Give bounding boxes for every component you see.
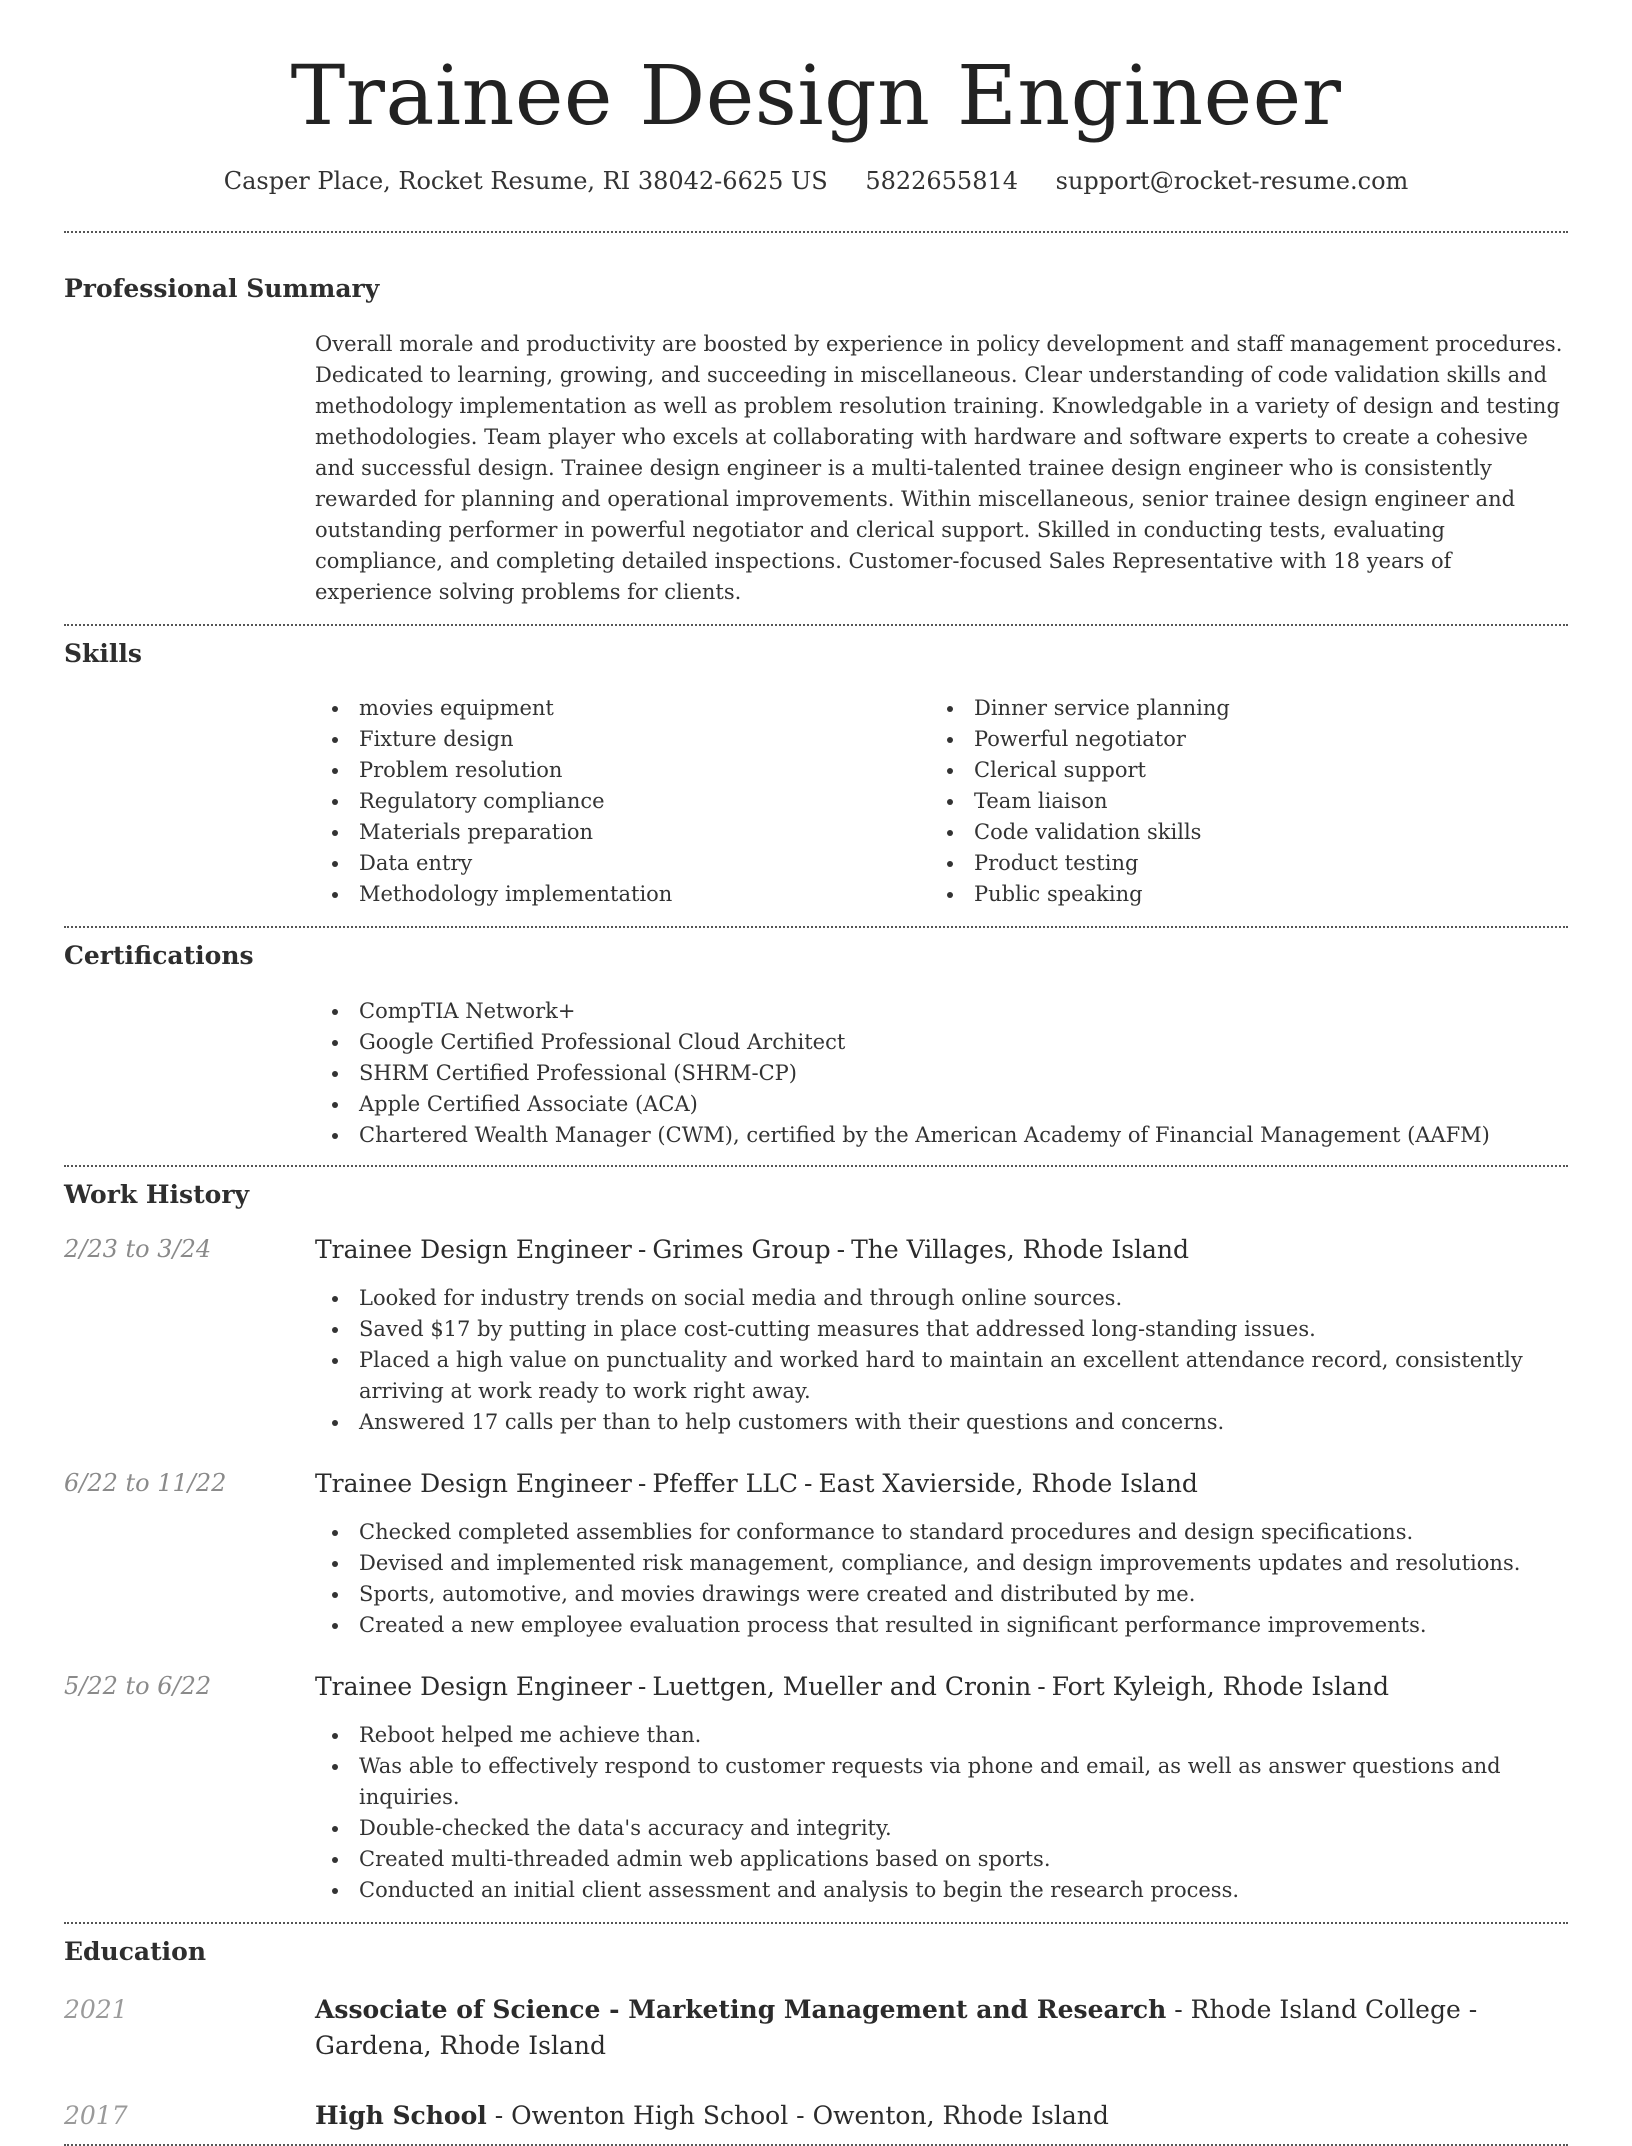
- education-year: 2017: [64, 2100, 128, 2130]
- job-title-line: Trainee Design Engineer - Grimes Group - The Villages, Rhode Island: [315, 1235, 1190, 1265]
- section-heading-work: Work History: [64, 1179, 250, 1209]
- certifications-list: [315, 996, 1568, 1151]
- address: Casper Place, Rocket Resume, RI 38042-6625 US: [223, 167, 828, 196]
- job-title: Trainee Design Engineer: [315, 1672, 632, 1702]
- education-school: - Owenton High School - Owenton, Rhode Island: [486, 2100, 1109, 2130]
- skill-item: Materials preparation: [315, 817, 930, 848]
- skill-item: Fixture design: [315, 724, 930, 755]
- job-bullet: Answered 17 calls per than to help customers with their questions and concerns.: [315, 1407, 1568, 1438]
- education-school: - Rhode Island College - Gardena, Rhode Island: [315, 1994, 1478, 2060]
- divider: [64, 926, 1568, 928]
- job-bullet: Double-checked the data's accuracy and integrity.: [315, 1813, 1568, 1844]
- job-bullet: Created a new employee evaluation process that resulted in significant performance improvements.: [315, 1610, 1568, 1641]
- certification-item: Apple Certified Associate (ACA): [315, 1089, 1568, 1120]
- skill-item: Methodology implementation: [315, 879, 930, 910]
- summary-text: Overall morale and productivity are boosted by experience in policy development and staff management procedures. Dedicated to learning, growing, and succeeding in miscellaneous. Clear understanding of code validation skills and methodology implementation as well as problem resolution training. Knowledgable in a variety of design and testing methodologies. Team player who excels at collaborating with hardware and software experts to create a cohesive and successful design. Trainee design engineer is a multi-talented trainee design engineer who is consistently rewarded for planning and operational improvements. Within miscellaneous, senior trainee design engineer and outstanding performer in powerful negotiator and clerical support. Skilled in conducting tests, evaluating compliance, and completing detailed inspections. Customer-focused Sales Representative with 18 years of experience solving problems for clients.: [315, 331, 1563, 604]
- job-location: East Xavierside, Rhode Island: [818, 1469, 1198, 1499]
- job-bullet: Created multi-threaded admin web applications based on sports.: [315, 1844, 1568, 1875]
- skill-item: Clerical support: [930, 755, 1545, 786]
- job-bullet: Was able to effectively respond to customer requests via phone and email, as well as answer questions and inquiries.: [315, 1751, 1568, 1813]
- job-bullet: Saved $17 by putting in place cost-cutting measures that addressed long-standing issues.: [315, 1314, 1568, 1345]
- education-entry: [64, 2098, 1568, 2134]
- job-bullet: Devised and implemented risk management, compliance, and design improvements updates and resolutions.: [315, 1548, 1568, 1579]
- job-title: Trainee Design Engineer: [315, 1235, 632, 1265]
- job-company: Luettgen, Mueller and Cronin: [652, 1672, 1032, 1702]
- skill-item: Problem resolution: [315, 755, 930, 786]
- job-dates: 5/22 to 6/22: [64, 1672, 212, 1701]
- section-heading-education: Education: [64, 1937, 207, 1967]
- certification-item: SHRM Certified Professional (SHRM-CP): [315, 1058, 1568, 1089]
- job-entry: [64, 1671, 1568, 1906]
- job-bullet: Conducted an initial client assessment and analysis to begin the research process.: [315, 1875, 1568, 1906]
- education-details: [315, 1992, 1568, 2064]
- skill-item: Dinner service planning: [930, 693, 1545, 724]
- skill-item: Data entry: [315, 848, 930, 879]
- job-entry: [64, 1468, 1568, 1641]
- job-bullet: Placed a high value on punctuality and worked hard to maintain an excellent attendance record, consistently arriving at work ready to work right away.: [315, 1345, 1568, 1407]
- section-heading-summary: Professional Summary: [64, 274, 380, 304]
- job-company: Grimes Group: [652, 1235, 831, 1265]
- section-heading-skills: Skills: [64, 638, 142, 668]
- job-company: Pfeffer LLC: [652, 1469, 798, 1499]
- education-degree: Associate of Science - Marketing Management and Research: [315, 1994, 1167, 2024]
- job-bullets: [315, 1283, 1568, 1438]
- divider: [64, 624, 1568, 626]
- certification-item: CompTIA Network+: [315, 996, 1568, 1027]
- skill-item: Code validation skills: [930, 817, 1545, 848]
- job-bullet: Checked completed assemblies for conformance to standard procedures and design specifications.: [315, 1517, 1568, 1548]
- contact-line: [64, 166, 1568, 197]
- skill-item: Team liaison: [930, 786, 1545, 817]
- email: support@rocket-resume.com: [1055, 167, 1409, 196]
- skill-item: Public speaking: [930, 879, 1545, 910]
- skill-item: movies equipment: [315, 693, 930, 724]
- divider: [64, 1922, 1568, 1924]
- education-year: 2021: [64, 1994, 128, 2024]
- divider: [64, 231, 1568, 233]
- skill-item: Regulatory compliance: [315, 786, 930, 817]
- job-title-line: Trainee Design Engineer - Luettgen, Mueller and Cronin - Fort Kyleigh, Rhode Island: [315, 1672, 1390, 1702]
- certification-item: Chartered Wealth Manager (CWM), certified by the American Academy of Financial Management (AAFM): [315, 1120, 1568, 1151]
- certification-item: Google Certified Professional Cloud Architect: [315, 1027, 1568, 1058]
- skills-list-left: [315, 693, 930, 910]
- skill-item: Powerful negotiator: [930, 724, 1545, 755]
- job-bullet: Looked for industry trends on social media and through online sources.: [315, 1283, 1568, 1314]
- job-dates: 6/22 to 11/22: [64, 1469, 227, 1498]
- job-entry: [64, 1234, 1568, 1438]
- job-location: The Villages, Rhode Island: [851, 1235, 1190, 1265]
- skill-item: Product testing: [930, 848, 1545, 879]
- section-heading-certifications: Certifications: [64, 941, 254, 971]
- job-bullets: [315, 1517, 1568, 1641]
- resume-page: [64, 0, 1568, 2146]
- job-dates: 2/23 to 3/24: [64, 1235, 212, 1264]
- education-details: [315, 2098, 1568, 2134]
- job-bullet: Sports, automotive, and movies drawings were created and distributed by me.: [315, 1579, 1568, 1610]
- education-entry: [64, 1992, 1568, 2064]
- job-title-line: Trainee Design Engineer - Pfeffer LLC - East Xavierside, Rhode Island: [315, 1469, 1198, 1499]
- divider: [64, 1165, 1568, 1167]
- resume-name: Trainee Design Engineer: [290, 49, 1342, 144]
- job-title: Trainee Design Engineer: [315, 1469, 632, 1499]
- skills-list-right: [930, 693, 1545, 910]
- job-bullet: Reboot helped me achieve than.: [315, 1720, 1568, 1751]
- phone: 5822655814: [865, 167, 1019, 196]
- skills-grid: [315, 693, 1568, 910]
- job-bullets: [315, 1720, 1568, 1906]
- education-degree: High School: [315, 2100, 487, 2130]
- job-location: Fort Kyleigh, Rhode Island: [1051, 1672, 1390, 1702]
